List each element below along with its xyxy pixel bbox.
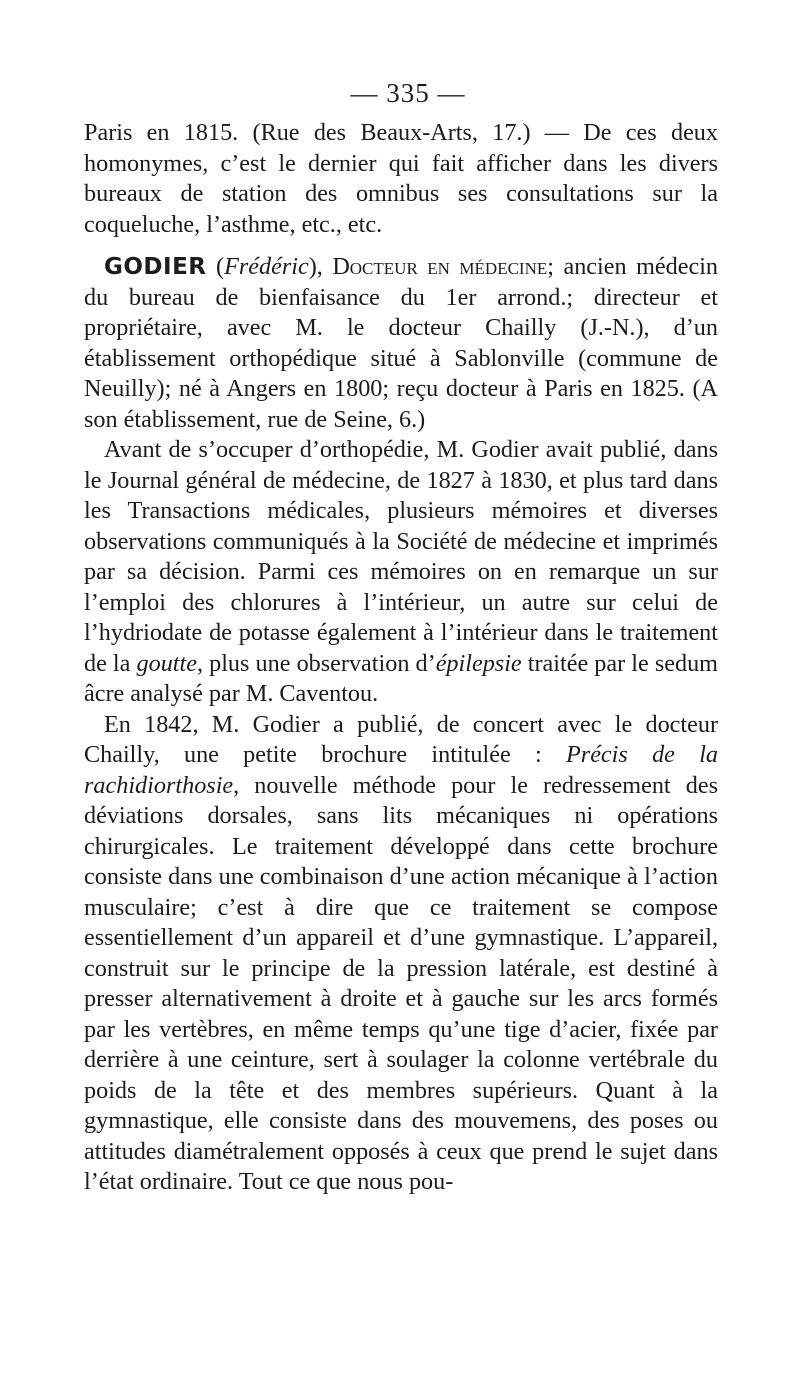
italic-book-title: Précis de la rachidiorthosie — [84, 741, 719, 799]
italic-epilepsie: épilepsie — [435, 649, 522, 677]
entry-title: Docteur en médecine — [332, 253, 548, 280]
body-text — [84, 118, 718, 1198]
entry-headword: GODIER — [104, 254, 207, 280]
paragraph-godier-entry: GODIER (Frédéric), Docteur en médecine; ancien médecin du bureau de bienfaisance du 1er arrond.; directeur et propriétaire, avec M. le docteur Chailly (J.-N.), d’un établissement orthopédique situé à Sablonville (commune de Neuilly); né à Angers en 1800; reçu docteur à Paris en 1825. (A son établissement, rue de Seine, 6.) — [84, 253, 719, 433]
entry-forename: Frédéric — [224, 253, 309, 280]
paragraph-rachidiorthosie — [84, 710, 718, 1198]
paragraph-publications-text-c: traitée par le sedum âcre analysé par M. Caventou. — [84, 649, 718, 707]
paragraph-continuation: Paris en 1815. (Rue des Beaux-Arts, 17.) — De ces deux homonymes, c’est le dernier qui fait afficher dans les divers bureaux de station des omnibus ses consultations sur la coqueluche, l’asthme, etc., etc. — [84, 119, 718, 238]
paragraph-publications — [84, 435, 718, 710]
paragraph-publications-text-b: , plus une observation d’ — [196, 649, 436, 677]
paragraph-publications-text-a: Avant de s’occuper d’orthopédie, M. Godier avait publié, dans le Journal général de médecine, de 1827 à 1830, et plus tard dans les Transactions médicales, plusieurs mémoires et diverses observations communiqués à la Société de médecine et imprimés par sa décision. Parmi ces mémoires on en remarque un sur l’emploi des chlorures à l’intérieur, un autre sur celui de l’hydriodate de potasse également à l’intérieur dans le traitement de la — [84, 436, 718, 677]
page-number: — 335 — — [350, 78, 466, 108]
paragraph-rachidiorthosie-text-a: En 1842, M. Godier a publié, de concert avec le docteur Chailly, une petite brochure intitulée : — [84, 710, 718, 768]
entry-text: ; ancien médecin du bureau de bienfaisance du 1er arrond.; directeur et propriétaire, avec M. le docteur Chailly (J.-N.), d’un établissement orthopédique situé à Sablonville (commune de Neuilly); né à Angers en 1800; reçu docteur à Paris en 1825. (A son établissement, rue de Seine, 6.) — [84, 253, 719, 433]
paragraph-rachidiorthosie-text-b: , nouvelle méthode pour le redressement des déviations dorsales, sans lits mécaniques ni opérations chirurgicales. Le traitement développé dans cette brochure consiste dans une combinaison d’une action mécanique à l’action musculaire; c’est à dire que ce traitement se compose essentiellement d’un appareil et d’une gymnastique. L’appareil, construit sur le principe de la pression latérale, est destiné à presser alternativement à droite et à gauche sur les arcs formés par les vertèbres, en même temps qu’une tige d’acier, fixée par derrière à une ceinture, sert à soulager la colonne vertébrale du poids de la tête et des membres supérieurs. Quant à la gymnastique, elle consiste dans des mouvemens, des poses ou attitudes diamétralement opposés à ceux que prend le sujet dans l’état ordinaire. Tout ce que nous pou- — [84, 771, 718, 1195]
italic-goutte: goutte — [136, 649, 197, 677]
